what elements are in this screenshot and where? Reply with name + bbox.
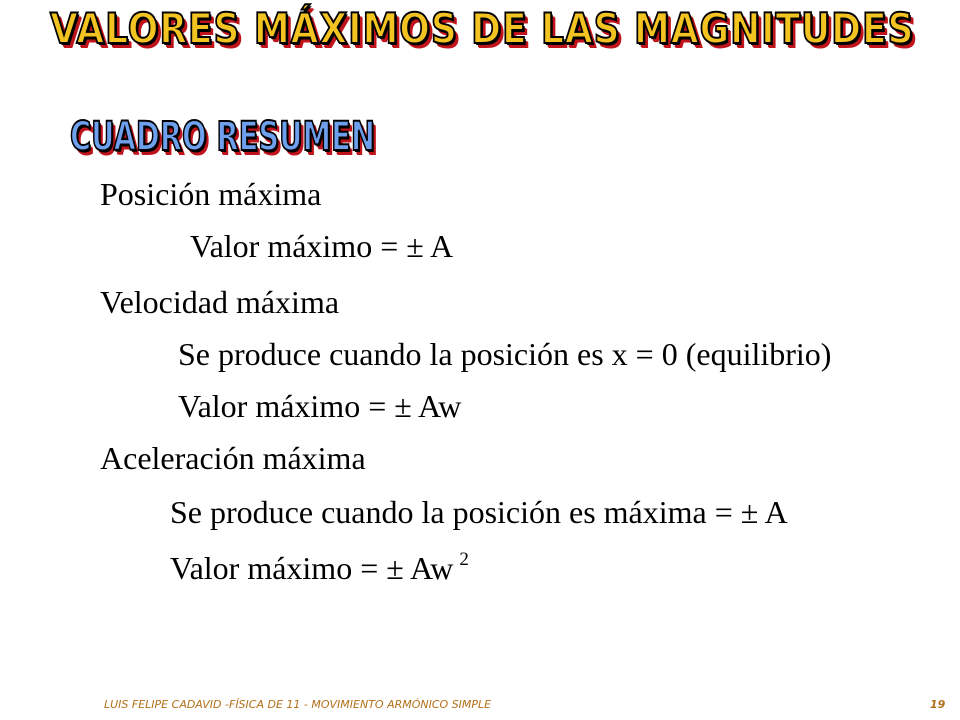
- aceleracion-condicion: Se produce cuando la posición es máxima = ± A: [170, 494, 788, 530]
- slide-subtitle: CUADRO RESUMEN: [70, 114, 375, 160]
- footer-author-course: LUIS FELIPE CADAVID -FÍSICA DE 11 - MOVIMIENTO ARMÓNICO SIMPLE: [104, 698, 492, 711]
- aceleracion-valor: [170, 548, 469, 594]
- velocidad-condicion: Se produce cuando la posición es x = 0 (equilibrio): [178, 336, 832, 372]
- footer-page-number: 19: [930, 698, 946, 711]
- slide-title: VALORES MÁXIMOS DE LAS MAGNITUDES: [50, 4, 915, 53]
- aceleracion-exponente: 2: [459, 549, 469, 570]
- aceleracion-heading: Aceleración máxima: [100, 440, 366, 476]
- velocidad-valor: Valor máximo = ± Aw: [178, 388, 462, 424]
- velocidad-heading: Velocidad máxima: [100, 284, 340, 320]
- posicion-heading: Posición máxima: [100, 176, 322, 212]
- aceleracion-valor-text: Valor máximo = ± Aw: [170, 550, 454, 586]
- posicion-valor: Valor máximo = ± A: [190, 228, 454, 264]
